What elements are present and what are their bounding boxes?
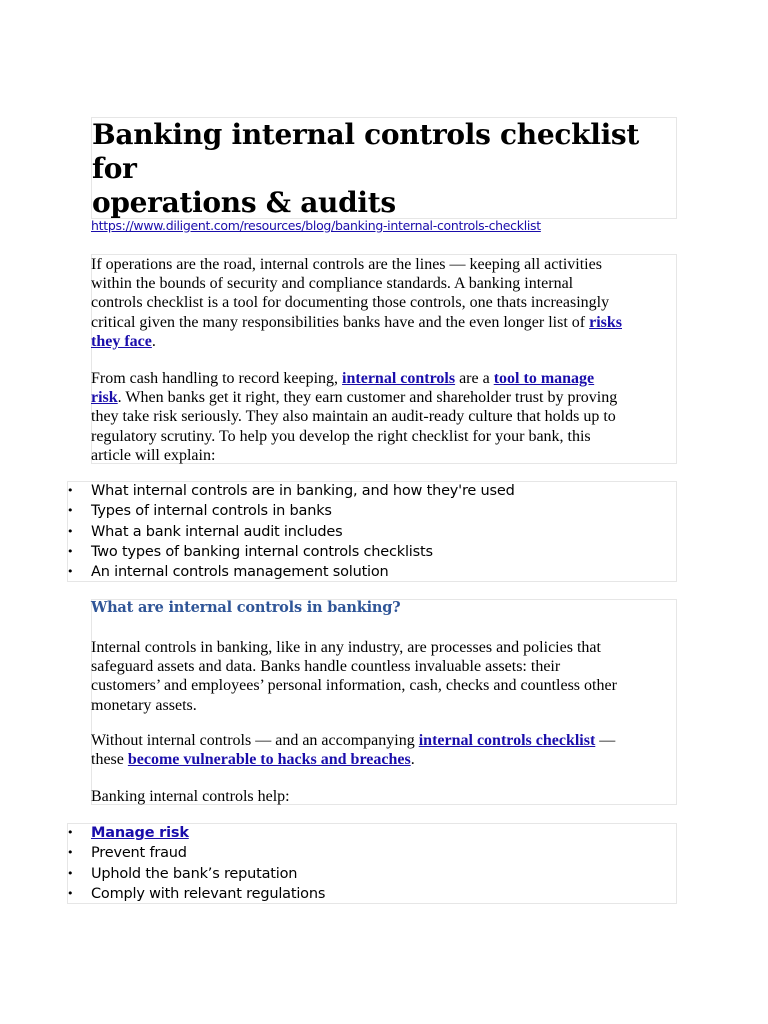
page-title — [92, 118, 676, 220]
risks-they-face-link-part-1[interactable]: risks — [589, 313, 622, 331]
title-box — [91, 117, 677, 219]
list-item: • Two types of banking internal controls checklists — [91, 542, 515, 562]
bullet-icon: • — [67, 846, 74, 860]
intro-paragraph-2: From cash handling to record keeping, internal controls are a tool to manage risk. When banks get it right, they earn customer and shareholder trust by proving they take risk seriously. They also maintain an audit-ready culture that holds up to regulatory scrutiny. To help you develop the right checklist for your bank, this article will explain: — [91, 370, 618, 464]
source-url-link[interactable]: https://www.diligent.com/resources/blog/banking-internal-controls-checklist — [91, 218, 541, 233]
page-title-line-1: Banking internal controls checklist for — [92, 118, 639, 185]
list-item: • An internal controls management solution — [91, 562, 515, 582]
bullet-icon: • — [67, 866, 74, 880]
risks-they-face-link-part-2[interactable]: they face — [91, 332, 152, 350]
section-heading: What are internal controls in banking? — [91, 599, 401, 616]
section-paragraph-1: Internal controls in banking, like in any industry, are processes and policies that safeguard assets and data. Banks handle countless invaluable assets: their customers’ and employees’ personal information, cash, checks and countless other monetary assets. — [91, 639, 617, 714]
bullet-icon: • — [67, 524, 74, 538]
list-item: • Types of internal controls in banks — [91, 501, 515, 521]
list-item: • Prevent fraud — [91, 843, 325, 863]
tool-to-manage-risk-link-part-1[interactable]: tool to manage — [493, 370, 595, 387]
tool-to-manage-risk-link-part-2[interactable]: risk — [91, 389, 118, 407]
bullet-icon: • — [67, 565, 74, 579]
intro-paragraph-1: If operations are the road, internal controls are the lines — keeping all activities within the bounds of security and compliance standards. A banking internal controls checklist is a tool for documenting those controls, one thats increasingly critical given the many responsibilities banks have and the even longer list of risks they face. — [91, 256, 622, 350]
manage-risk-link[interactable]: Manage risk — [91, 825, 189, 841]
bullet-icon: • — [67, 886, 74, 900]
bullet-icon: • — [67, 484, 74, 497]
list-item — [67, 823, 325, 843]
internal-controls-link[interactable]: internal controls — [342, 370, 456, 387]
page-title-line-2: operations & audits — [92, 186, 396, 219]
controls-help-list — [67, 823, 326, 904]
article-topics-list — [67, 481, 515, 582]
bullet-icon: • — [67, 826, 74, 839]
list-item: • Uphold the bank’s reputation — [91, 864, 325, 884]
list-item: • What internal controls are in banking, and how they're used — [91, 481, 515, 501]
section-paragraph-3: Banking internal controls help: — [91, 788, 290, 805]
bullet-icon: • — [67, 544, 74, 558]
vulnerable-hacks-breaches-link[interactable]: become vulnerable to hacks and breaches — [127, 751, 411, 769]
section-paragraph-2: Without internal controls — and an accompanying internal controls checklist — these become vulnerable to hacks and breaches. — [91, 732, 616, 769]
list-item: • What a bank internal audit includes — [91, 522, 515, 542]
list-item: • Comply with relevant regulations — [91, 884, 325, 904]
bullet-icon: • — [67, 504, 74, 518]
internal-controls-checklist-link[interactable]: internal controls checklist — [418, 732, 596, 749]
